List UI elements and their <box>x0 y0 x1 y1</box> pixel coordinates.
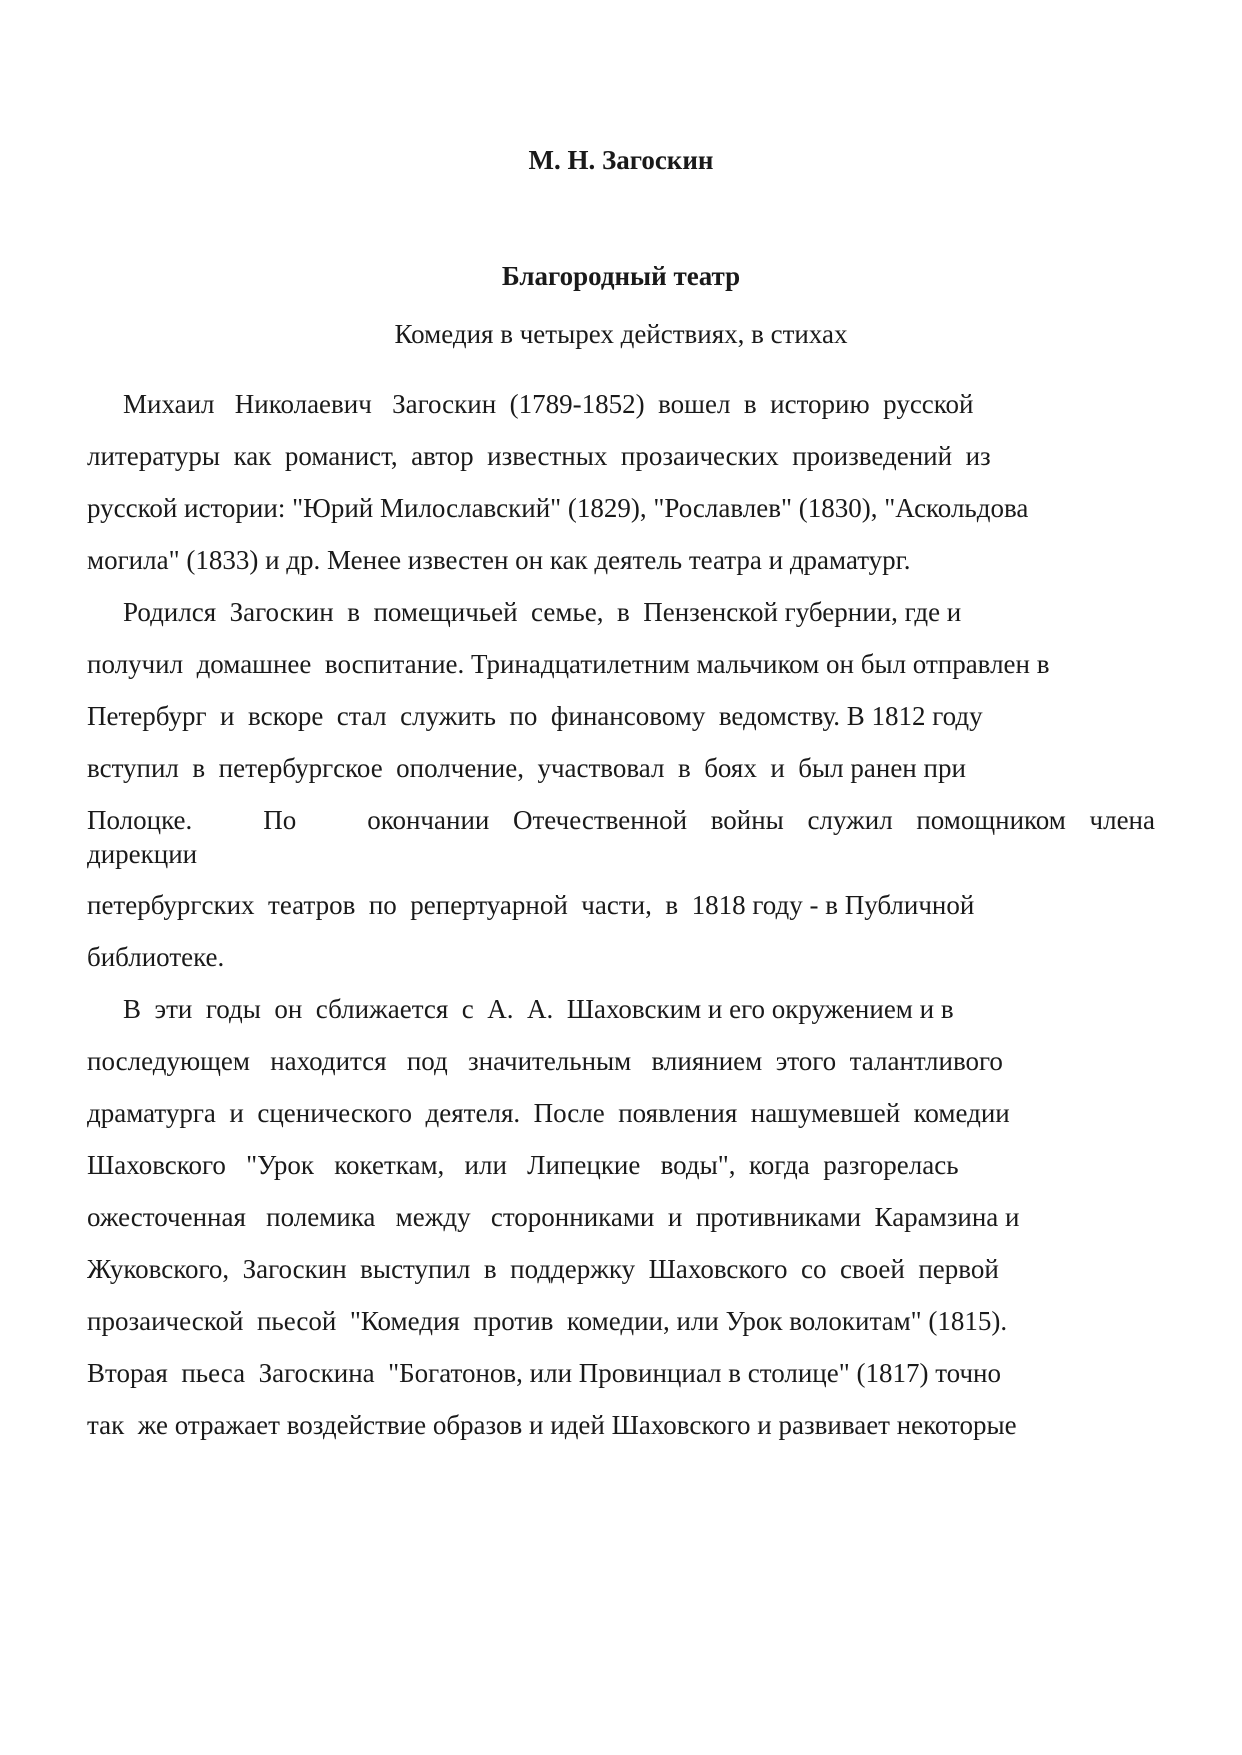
text-line: Михаил Николаевич Загоскин (1789-1852) вошел в историю русской <box>123 389 974 419</box>
text-line: драматурга и сценического деятеля. После появления нашумевшей комедии <box>87 1098 1010 1128</box>
text-line: литературы как романист, автор известных прозаических произведений из <box>87 441 991 471</box>
text-line: вступил в петербургское ополчение, участвовал в боях и был ранен при <box>87 753 966 783</box>
text-line: Шаховского "Урок кокеткам, или Липецкие воды", когда разгорелась <box>87 1150 959 1180</box>
text-line: могила" (1833) и др. Менее известен он как деятель театра и драматург. <box>87 545 911 575</box>
text-line: библиотеке. <box>87 942 225 972</box>
author-name: М. Н. Загоскин <box>528 145 714 175</box>
text-line: ожесточенная полемика между сторонниками и противниками Карамзина и <box>87 1202 1020 1232</box>
text-line: последующем находится под значительным влиянием этого талантливого <box>87 1046 1003 1076</box>
text-line: петербургских театров по репертуарной части, в 1818 году - в Публичной <box>87 890 975 920</box>
text-line: В эти годы он сближается с А. А. Шаховским и его окружением и в <box>123 994 954 1024</box>
text-line: дирекции <box>87 839 198 869</box>
play-title: Благородный театр <box>501 261 741 291</box>
text-line: Жуковского, Загоскин выступил в поддержку Шаховского со своей первой <box>87 1254 999 1284</box>
text-line: Петербург и вскоре стал служить по финансовому ведомству. В 1812 году <box>87 701 983 731</box>
text-line: Вторая пьеса Загоскина "Богатонов, или Провинциал в столице" (1817) точно <box>87 1358 1001 1388</box>
text-line: русской истории: "Юрий Милославский" (1829), "Рославлев" (1830), "Аскольдова <box>87 493 1029 523</box>
text-line: получил домашнее воспитание. Тринадцатилетним мальчиком он был отправлен в <box>87 649 1050 679</box>
text-line: Родился Загоскин в помещичьей семье, в Пензенской губернии, где и <box>123 597 962 627</box>
play-subtitle: Комедия в четырех действиях, в стихах <box>394 319 848 349</box>
text-line: Полоцке. По окончании Отечественной войны служил помощником члена <box>87 805 1155 835</box>
text-line: прозаической пьесой "Комедия против комедии, или Урок волокитам" (1815). <box>87 1306 1008 1336</box>
text-line: так же отражает воздействие образов и идей Шаховского и развивает некоторые <box>87 1410 1017 1440</box>
